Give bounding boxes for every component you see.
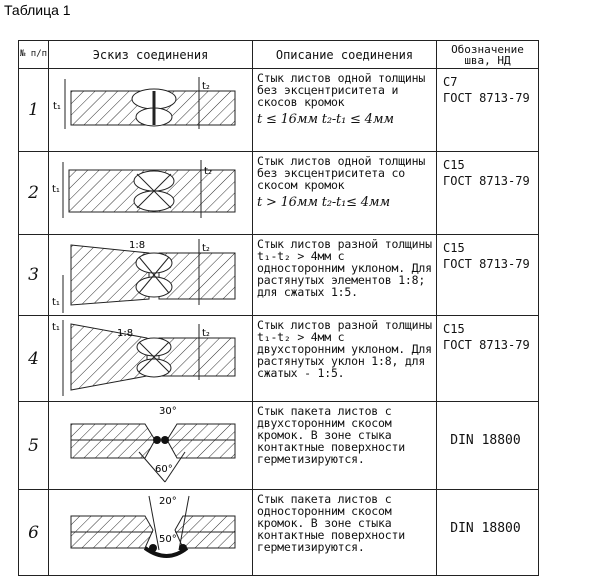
joint-description: Стык листов разной толщины t₁-t₂ > 4мм с односторонним уклоном. Для растянутых элементов 1:8; для сжатых 1:5. xyxy=(253,235,437,316)
row-number: 3 xyxy=(19,235,49,316)
sketch-cell xyxy=(49,235,253,316)
header-num: № п/п xyxy=(19,41,49,69)
joint-sketch-6 xyxy=(49,490,251,574)
table-row xyxy=(19,152,539,235)
sketch-cell xyxy=(49,402,253,490)
label-angle-top: 20° xyxy=(159,496,177,507)
row-number: 5 xyxy=(19,402,49,490)
label-t2: t₂ xyxy=(202,81,210,92)
table-row xyxy=(19,316,539,402)
table-row xyxy=(19,490,539,576)
din-code: DIN 18800 xyxy=(450,521,521,536)
weld-joints-table xyxy=(18,40,539,576)
weld-code xyxy=(437,402,539,490)
label-t1: t₁ xyxy=(52,184,60,195)
din-code: DIN 18800 xyxy=(450,433,521,448)
row-number: 2 xyxy=(19,152,49,235)
thickness-formula: t ≤ 16мм t₂-t₁ ≤ 4мм xyxy=(257,112,394,127)
label-t2: t₂ xyxy=(204,166,212,177)
row-number: 6 xyxy=(19,490,49,576)
joint-description: Стык листов разной толщины t₁-t₂ > 4мм с двухсторонним уклоном. Для растянутых уклон 1:8, для сжатых - 1:5. xyxy=(253,316,437,402)
row-number: 1 xyxy=(19,69,49,152)
table-caption: Таблица 1 xyxy=(4,2,71,18)
weld-code: С15 ГОСТ 8713-79 xyxy=(437,316,539,402)
joint-sketch-5 xyxy=(49,402,251,488)
label-t2: t₂ xyxy=(202,243,210,254)
table-row xyxy=(19,235,539,316)
label-angle-bottom: 50° xyxy=(159,534,177,545)
label-slope: 1:8 xyxy=(129,240,146,251)
joint-sketch-2 xyxy=(49,152,251,234)
table-row xyxy=(19,402,539,490)
weld-code xyxy=(437,490,539,576)
header-sketch: Эскиз соединения xyxy=(49,41,253,69)
label-angle-top: 30° xyxy=(159,406,177,417)
label-angle-bottom: 60° xyxy=(155,464,173,475)
joint-sketch-4 xyxy=(49,316,251,400)
header-code: Обозначение шва, НД xyxy=(437,41,539,69)
weld-code: С7 ГОСТ 8713-79 xyxy=(437,69,539,152)
row-number: 4 xyxy=(19,316,49,402)
label-slope: 1:8 xyxy=(117,328,134,339)
sketch-cell xyxy=(49,152,253,235)
sketch-cell xyxy=(49,69,253,152)
weld-code: С15 ГОСТ 8713-79 xyxy=(437,152,539,235)
joint-description: Стык пакета листов с двухсторонним скосом кромок. В зоне стыка контактные поверхности герметизируются. xyxy=(253,402,437,490)
joint-description: Стык пакета листов с односторонним скосом кромок. В зоне стыка контактные поверхности герметизируются. xyxy=(253,490,437,576)
table-row xyxy=(19,69,539,152)
sketch-cell xyxy=(49,316,253,402)
label-t1: t₁ xyxy=(52,297,60,308)
label-t2: t₂ xyxy=(202,328,210,339)
joint-description: Стык листов одной толщины без эксцентриситета и скосов кромок t ≤ 16мм t₂-t₁ ≤ 4мм xyxy=(253,69,437,152)
label-t1: t₁ xyxy=(53,101,61,112)
weld-code: С15 ГОСТ 8713-79 xyxy=(437,235,539,316)
joint-sketch-1 xyxy=(49,69,251,151)
joint-sketch-3 xyxy=(49,235,251,315)
label-t1: t₁ xyxy=(52,322,60,333)
joint-description: Стык листов одной толщины без эксцентриситета со скосом кромок t > 16мм t₂-t₁≤ 4мм xyxy=(253,152,437,235)
sketch-cell xyxy=(49,490,253,576)
header-desc: Описание соединения xyxy=(253,41,437,69)
thickness-formula: t > 16мм t₂-t₁≤ 4мм xyxy=(257,195,390,210)
header-row xyxy=(19,41,539,69)
